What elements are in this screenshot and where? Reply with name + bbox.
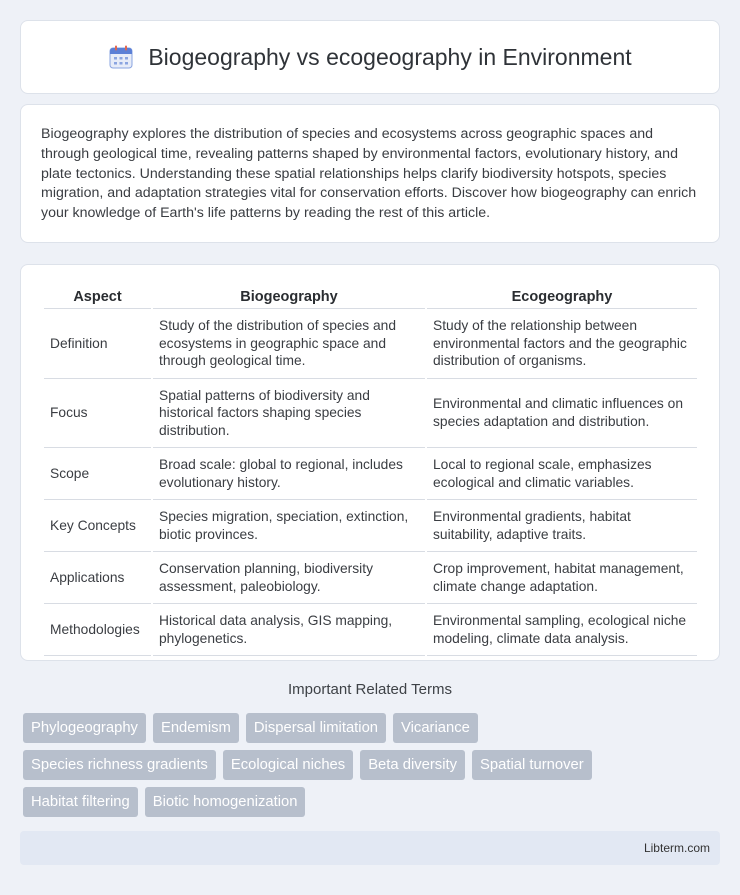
page-footer bbox=[20, 831, 720, 865]
table-header-row bbox=[44, 283, 697, 309]
related-term-tag[interactable]: Habitat filtering bbox=[23, 787, 138, 817]
page-title: Biogeography vs ecogeography in Environment bbox=[148, 43, 632, 70]
related-term-tag[interactable]: Biotic homogenization bbox=[145, 787, 306, 817]
cell-ecogeography: Environmental gradients, habitat suitability, adaptive traits. bbox=[427, 500, 697, 552]
cell-ecogeography: Environmental sampling, ecological niche modeling, climate data analysis. bbox=[427, 604, 697, 656]
related-term-tag[interactable]: Phylogeography bbox=[23, 713, 146, 743]
header-biogeography: Biogeography bbox=[153, 283, 425, 309]
table-row bbox=[44, 500, 697, 552]
intro-section bbox=[20, 104, 720, 243]
related-terms-list bbox=[23, 713, 723, 824]
comparison-table bbox=[42, 283, 699, 656]
cell-ecogeography: Study of the relationship between environmental factors and the geographic distribution of organisms. bbox=[427, 309, 697, 379]
table-row bbox=[44, 379, 697, 449]
related-term-tag[interactable]: Spatial turnover bbox=[472, 750, 592, 780]
cell-ecogeography: Local to regional scale, emphasizes ecological and climatic variables. bbox=[427, 448, 697, 500]
cell-biogeography: Spatial patterns of biodiversity and historical factors shaping species distribution. bbox=[153, 379, 425, 449]
table-row bbox=[44, 448, 697, 500]
cell-aspect: Focus bbox=[44, 379, 151, 449]
cell-ecogeography: Environmental and climatic influences on species adaptation and distribution. bbox=[427, 379, 697, 449]
cell-aspect: Applications bbox=[44, 552, 151, 604]
comparison-table-card bbox=[20, 264, 720, 661]
table-row bbox=[44, 552, 697, 604]
related-term-tag[interactable]: Species richness gradients bbox=[23, 750, 216, 780]
tag-row bbox=[23, 787, 723, 817]
cell-biogeography: Conservation planning, biodiversity assessment, paleobiology. bbox=[153, 552, 425, 604]
page-header bbox=[20, 20, 720, 94]
related-term-tag[interactable]: Beta diversity bbox=[360, 750, 465, 780]
cell-biogeography: Study of the distribution of species and ecosystems in geographic space and through geological time. bbox=[153, 309, 425, 379]
header-ecogeography: Ecogeography bbox=[427, 283, 697, 309]
related-term-tag[interactable]: Vicariance bbox=[393, 713, 478, 743]
intro-text: Biogeography explores the distribution of species and ecosystems across geographic spaces and through geological time, revealing patterns shaped by environmental factors, evolutionary history, and plate tectonics. Understanding these spatial relationships helps clarify biodiversity hotspots, species migration, and adaptation strategies vital for conservation efforts. Discover how biogeography can enrich your knowledge of Earth's life patterns by reading the rest of this article. bbox=[41, 126, 697, 222]
cell-biogeography: Historical data analysis, GIS mapping, phylogenetics. bbox=[153, 604, 425, 656]
related-terms-title: Important Related Terms bbox=[288, 681, 452, 698]
tag-row bbox=[23, 750, 723, 780]
table-row bbox=[44, 309, 697, 379]
cell-aspect: Definition bbox=[44, 309, 151, 379]
cell-aspect: Methodologies bbox=[44, 604, 151, 656]
header-aspect: Aspect bbox=[44, 283, 151, 309]
cell-aspect: Scope bbox=[44, 448, 151, 500]
related-term-tag[interactable]: Ecological niches bbox=[223, 750, 353, 780]
footer-site-link[interactable]: Libterm.com bbox=[643, 841, 710, 855]
tag-row bbox=[23, 713, 723, 743]
related-term-tag[interactable]: Dispersal limitation bbox=[246, 713, 386, 743]
cell-biogeography: Broad scale: global to regional, includes evolutionary history. bbox=[153, 448, 425, 500]
table-row bbox=[44, 604, 697, 656]
related-term-tag[interactable]: Endemism bbox=[153, 713, 239, 743]
cell-ecogeography: Crop improvement, habitat management, climate change adaptation. bbox=[427, 552, 697, 604]
calendar-icon bbox=[108, 44, 134, 70]
cell-aspect: Key Concepts bbox=[44, 500, 151, 552]
cell-biogeography: Species migration, speciation, extinction, biotic provinces. bbox=[153, 500, 425, 552]
